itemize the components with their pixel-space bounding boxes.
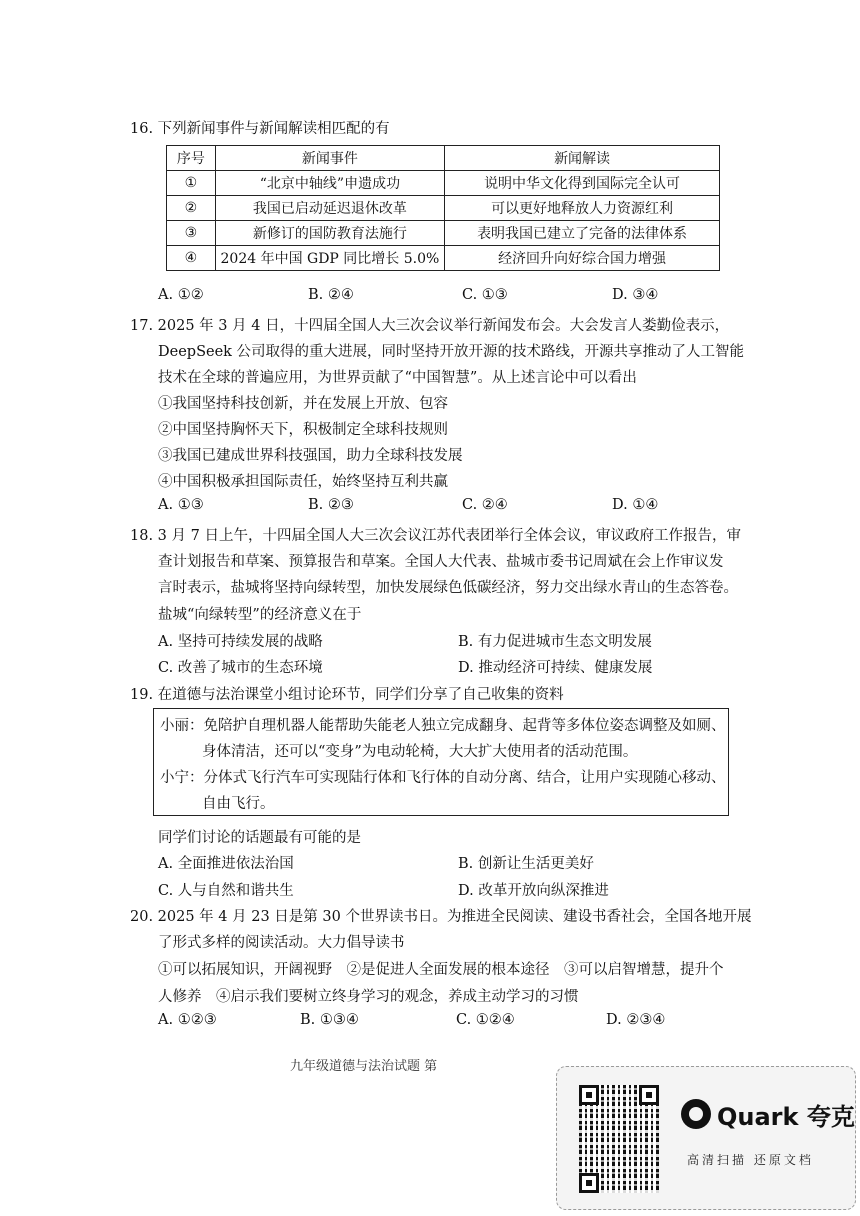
table-cell: 表明我国已建立了完备的法律体系 (445, 221, 720, 246)
q17-choice: ①我国坚持科技创新，并在发展上开放、包容 (158, 396, 448, 412)
q20-line: ①可以拓展知识，开阔视野 ②是促进人全面发展的根本途径 ③可以启智增慧，提升个 (158, 962, 724, 978)
quark-brand: Quark 夸克 (717, 1103, 855, 1131)
q19-option-b: B. 创新让生活更美好 (458, 856, 594, 872)
table-row (167, 196, 720, 221)
q17-choice: ④中国积极承担国际责任，始终坚持互利共赢 (158, 474, 448, 490)
table-cell: ② (167, 196, 216, 221)
material-line: 身体清洁，还可以“变身”为电动轮椅，大大扩大使用者的活动范围。 (202, 744, 638, 760)
q19-option-d: D. 改革开放向纵深推进 (458, 883, 609, 899)
table-cell: ③ (167, 221, 216, 246)
q18-option-c: C. 改善了城市的生态环境 (158, 660, 323, 676)
q20-line: 20. 2025 年 4 月 23 日是第 30 个世界读书日。为推进全民阅读、建设书香社会，全国各地开展 (130, 909, 752, 925)
q20-option-a: A. ①②③ (158, 1012, 217, 1028)
material-line: 小丽：免陪护自理机器人能帮助失能老人独立完成翻身、起背等多体位姿态调整及如厕、 (160, 718, 726, 734)
q16-stem: 16. 下列新闻事件与新闻解读相匹配的有 (130, 121, 390, 137)
q19-option-c: C. 人与自然和谐共生 (158, 883, 294, 899)
q16-option-d: D. ③④ (612, 287, 659, 303)
table-cell: “北京中轴线”申遗成功 (215, 171, 444, 196)
table-cell: 说明中华文化得到国际完全认可 (445, 171, 720, 196)
qr-finder (639, 1085, 659, 1105)
table-cell: ① (167, 171, 216, 196)
q19-stem: 19. 在道德与法治课堂小组讨论环节，同学们分享了自己收集的资料 (130, 687, 564, 703)
q17-line: 技术在全球的普遍应用，为世界贡献了“中国智慧”。从上述言论中可以看出 (158, 370, 637, 386)
footer-text: 九年级道德与法治试题 第 (290, 1059, 438, 1074)
table-cell: 2024 年中国 GDP 同比增长 5.0% (215, 246, 444, 271)
q17-option-c: C. ②④ (462, 497, 508, 513)
q20-option-b: B. ①③④ (300, 1012, 359, 1028)
qr-code-icon (579, 1085, 659, 1193)
quark-logo-icon (681, 1099, 711, 1129)
q17-line: 17. 2025 年 3 月 4 日，十四届全国人大三次会议举行新闻发布会。大会发言人娄勤俭表示， (130, 318, 730, 334)
q17-option-d: D. ①④ (612, 497, 659, 513)
table-cell: 新修订的国防教育法施行 (215, 221, 444, 246)
q17-choice: ③我国已建成世界科技强国，助力全球科技发展 (158, 448, 463, 464)
q16-option-b: B. ②④ (308, 287, 354, 303)
quark-slogan: 高清扫描 还原文档 (687, 1153, 814, 1167)
q18-option-d: D. 推动经济可持续、健康发展 (458, 660, 653, 676)
q17-line: DeepSeek 公司取得的重大进展，同时坚持开放开源的技术路线，开源共享推动了人工智能 (158, 344, 745, 360)
news-table (166, 145, 720, 271)
q19-option-a: A. 全面推进依法治国 (158, 856, 294, 872)
q18-line: 盐城“向绿转型”的经济意义在于 (158, 607, 362, 623)
q17-choice: ②中国坚持胸怀天下，积极制定全球科技规则 (158, 422, 448, 438)
q20-option-c: C. ①②④ (456, 1012, 515, 1028)
table-row (167, 221, 720, 246)
q18-option-b: B. 有力促进城市生态文明发展 (458, 634, 652, 650)
table-cell: 可以更好地释放人力资源红利 (445, 196, 720, 221)
q18-line: 18. 3 月 7 日上午，十四届全国人大三次会议江苏代表团举行全体会议，审议政府工作报告，审 (130, 528, 741, 544)
qr-finder (579, 1173, 599, 1193)
q17-option-a: A. ①③ (158, 497, 204, 513)
q16-option-c: C. ①③ (462, 287, 508, 303)
q19-question: 同学们讨论的话题最有可能的是 (158, 830, 361, 846)
q20-option-d: D. ②③④ (606, 1012, 666, 1028)
q18-line: 查计划报告和草案、预算报告和草案。全国人大代表、盐城市委书记周斌在会上作审议发 (158, 554, 724, 570)
q17-option-b: B. ②③ (308, 497, 354, 513)
table-row (167, 171, 720, 196)
table-header: 新闻解读 (445, 146, 720, 171)
table-header-row (167, 146, 720, 171)
material-line: 自由飞行。 (202, 796, 275, 812)
q18-line: 言时表示，盐城将坚持向绿转型，加快发展绿色低碳经济，努力交出绿水青山的生态答卷。 (158, 580, 738, 596)
table-cell: 经济回升向好综合国力增强 (445, 246, 720, 271)
q20-line: 了形式多样的阅读活动。大力倡导读书 (158, 935, 405, 951)
table-row (167, 246, 720, 271)
q20-line: 人修养 ④启示我们要树立终身学习的观念，养成主动学习的习惯 (158, 989, 579, 1005)
qr-finder (579, 1085, 599, 1105)
page-footer (290, 1054, 450, 1074)
table-cell: ④ (167, 246, 216, 271)
table-header: 序号 (167, 146, 216, 171)
q18-option-a: A. 坚持可持续发展的战略 (158, 634, 323, 650)
quark-watermark (556, 1066, 856, 1210)
table-cell: 我国已启动延迟退休改革 (215, 196, 444, 221)
table-header: 新闻事件 (215, 146, 444, 171)
q16-option-a: A. ①② (158, 287, 204, 303)
material-line: 小宁：分体式飞行汽车可实现陆行体和飞行体的自动分离、结合，让用户实现随心移动、 (160, 770, 726, 786)
